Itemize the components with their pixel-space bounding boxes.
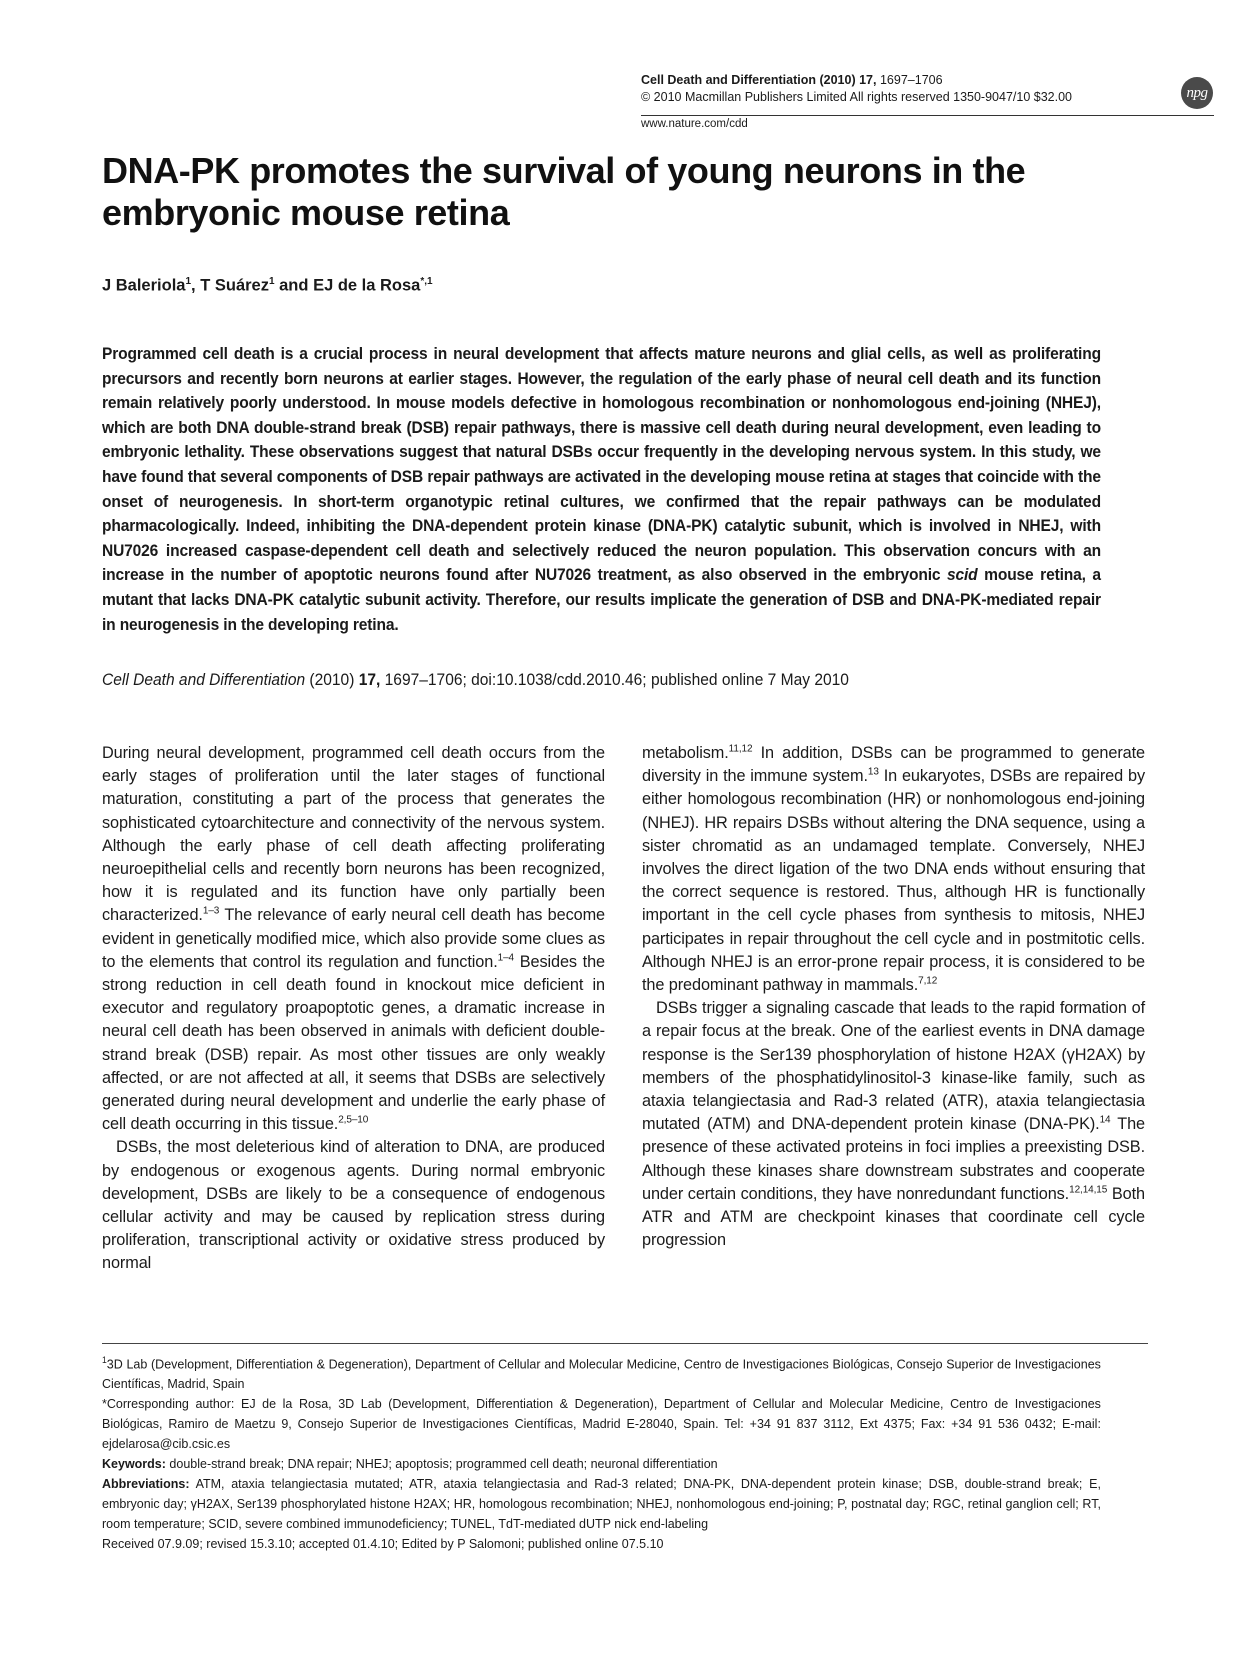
affiliation-note (102, 1350, 1101, 1394)
reference-mark[interactable]: 2,5–10 (338, 1114, 369, 1126)
citation-volume: 17, (358, 671, 381, 689)
body-text: Besides the strong reduction in cell death found in knockout mice deficient in executor and regulatory proapoptotic genes, a dramatic increase in neural cell death has been observed in animals with deficient double-strand break (DSB) repair. As most other tissues are only weakly affected, or are not affected at all, it seems that DSBs are selectively generated during neural development and underlie the early phase of cell death occurring in this tissue. (102, 952, 605, 1134)
body-text: DSBs trigger a signaling cascade that leads to the rapid formation of a repair focus at the break. One of the earliest events in DNA damage response is the Ser139 phosphorylation of histone H2AX (γH2AX) by members of the phosphatidylinositol-3 kinase-like family, such as ataxia telangiectasia and Rad-3 related (ATR), ataxia telangiectasia mutated (ATM) and DNA-dependent protein kinase (DNA-PK). (642, 999, 1145, 1134)
abstract-text: mouse retina, a mutant that lacks DNA-PK catalytic subunit activity. Therefore, our results implicate the generation of DSB and DNA-PK-mediated repair in neurogenesis in the developing retina. (102, 566, 1101, 634)
journal-citation-line (641, 72, 1129, 89)
abstract (102, 342, 1101, 637)
reference-mark[interactable]: 11,12 (728, 743, 753, 755)
journal-copyright: © 2010 Macmillan Publishers Limited All rights reserved 1350-9047/10 $32.00 (641, 90, 1072, 104)
affiliation-mark: 1 (102, 1355, 107, 1365)
author-affiliation-mark: 1 (185, 276, 192, 287)
corresponding-author-note: *Corresponding author: EJ de la Rosa, 3D Lab (Development, Differentiation & Degeneration), Department of Cellular and Molecular Medicine, Centro de Investigaciones Biológicas, Ramiro de Maetzu 9, Consejo Superior de Investigaciones Científicas, Madrid E-28040, Spain. Tel: +34 91 837 3112, Ext 4375; Fax: +34 91 536 0432; E-mail: ejdelarosa@cib.csic.es (102, 1396, 1101, 1452)
journal-header (641, 72, 1129, 106)
body-text: Both ATR and ATM are checkpoint kinases that coordinate cell cycle progression (642, 1184, 1145, 1250)
npg-logo-icon: npg (1181, 77, 1213, 109)
citation-details: 1697–1706; doi:10.1038/cdd.2010.46; published online 7 May 2010 (380, 671, 849, 689)
footnote-divider (102, 1343, 1148, 1344)
reference-mark[interactable]: 1–4 (497, 952, 515, 964)
reference-mark[interactable]: 7,12 (918, 975, 938, 987)
author-affiliation-mark: *,1 (420, 276, 433, 287)
journal-url[interactable]: www.nature.com/cdd (641, 118, 748, 130)
header-divider (641, 115, 1214, 116)
body-paragraph (642, 742, 1145, 997)
body-text: In eukaryotes, DSBs are repaired by either homologous recombination (HR) or nonhomologous end-joining (NHEJ). HR repairs DSBs without altering the DNA sequence, using a sister chromatid as an undamaged template. Conversely, NHEJ involves the direct ligation of the two DNA ends without ensuring that the correct sequence is restored. Thus, although HR is functionally important in the cell cycle phases from synthesis to mitosis, NHEJ participates in repair throughout the cell cycle and in postmitotic cells. Although NHEJ is an error-prone repair process, it is considered to be the predominant pathway in mammals. (642, 767, 1145, 995)
citation-journal: Cell Death and Differentiation (102, 671, 306, 689)
body-column-right (642, 742, 1145, 1252)
author-name: J Baleriola (102, 276, 186, 295)
reference-mark[interactable]: 14 (1099, 1114, 1111, 1126)
body-text: During neural development, programmed cell death occurs from the early stages of proliferation until the later stages of functional maturation, constituting a part of the process that generates the sophisticated cytoarchitecture and connectivity of the nervous system. Although the early phase of cell death affecting proliferating neuroepithelial cells and recently born neurons has been recognized, how it is regulated and its function have only partially been characterized. (102, 744, 605, 925)
footnotes (102, 1350, 1101, 1554)
abbreviations-label: Abbreviations: (102, 1476, 190, 1492)
abstract-italic-term: scid (946, 566, 978, 585)
body-text: metabolism. (642, 744, 729, 762)
author-list (102, 276, 433, 296)
journal-volume: 17, (859, 73, 877, 87)
article-title: DNA-PK promotes the survival of young neurons in the embryonic mouse retina (102, 150, 1026, 233)
body-paragraph (642, 997, 1145, 1252)
author-separator: , (191, 276, 201, 295)
reference-mark[interactable]: 12,14,15 (1069, 1184, 1108, 1196)
body-text: The relevance of early neural cell death has become evident in genetically modified mice, which also provide some clues as to the elements that control its regulation and function. (102, 906, 605, 971)
body-text: In addition, DSBs can be programmed to generate diversity in the immune system. (642, 744, 1145, 786)
author-affiliation-mark: 1 (268, 276, 275, 287)
reference-mark[interactable]: 13 (867, 766, 879, 778)
body-paragraph (102, 742, 605, 1136)
affiliation-text: 3D Lab (Development, Differentiation & Degeneration), Department of Cellular and Molecular Medicine, Centro de Investigaciones Biológicas, Consejo Superior de Investigaciones Científicas, Madrid, Spain (102, 1356, 1101, 1392)
keywords-text: double-strand break; DNA repair; NHEJ; apoptosis; programmed cell death; neuronal differentiation (165, 1456, 718, 1472)
author-name: EJ de la Rosa (313, 276, 421, 295)
body-text: The presence of these activated proteins in foci implies a preexisting DSB. Although these kinases share downstream substrates and cooperate under certain conditions, they have nonredundant functions. (642, 1115, 1145, 1203)
body-column-left (102, 742, 605, 1276)
abstract-text: Programmed cell death is a crucial process in neural development that affects mature neurons and glial cells, as well as proliferating precursors and recently born neurons at earlier stages. However, the regulation of the early phase of neural cell death and its function remain relatively poorly understood. In mouse models defective in homologous recombination or nonhomologous end-joining (NHEJ), which are both DNA double-strand break (DSB) repair pathways, there is massive cell death during neural development, even leading to embryonic lethality. These observations suggest that natural DSBs occur frequently in the developing nervous system. In this study, we have found that several components of DSB repair pathways are activated in the developing mouse retina at stages that coincide with the onset of neurogenesis. In short-term organotypic retinal cultures, we confirmed that the repair pathways can be modulated pharmacologically. Indeed, inhibiting the DNA-dependent protein kinase (DNA-PK) catalytic subunit, which is involved in NHEJ, with NU7026 increased caspase-dependent cell death and selectively reduced the neuron population. This observation concurs with an increase in the number of apoptotic neurons found after NU7026 treatment, as also observed in the embryonic (102, 345, 1101, 585)
author-name: T Suárez (200, 276, 269, 295)
reference-mark[interactable]: 1–3 (202, 906, 220, 917)
keywords-label: Keywords: (102, 1456, 166, 1472)
received-dates: Received 07.9.09; revised 15.3.10; accepted 01.4.10; Edited by P Salomoni; published online 07.5.10 (102, 1536, 664, 1552)
author-separator: and (274, 276, 314, 295)
journal-pages: 1697–1706 (879, 73, 943, 87)
citation-year: (2010) (305, 671, 359, 689)
abbreviations-note (102, 1474, 1101, 1534)
body-paragraph: DSBs, the most deleterious kind of alteration to DNA, are produced by endogenous or exogenous agents. During normal embryonic development, DSBs are likely to be a consequence of endogenous cellular activity and may be caused by replication stress during proliferation, transcriptional activity or oxidative stress produced by normal (102, 1138, 605, 1273)
article-citation (102, 669, 849, 691)
abbreviations-text: ATM, ataxia telangiectasia mutated; ATR, ataxia telangiectasia and Rad-3 related; DNA-PK, DNA-dependent protein kinase; DSB, double-strand break; E, embryonic day; γH2AX, Ser139 phosphorylated histone H2AX; HR, homologous recombination; NHEJ, nonhomologous end-joining; P, postnatal day; RGC, retinal ganglion cell; RT, room temperature; SCID, severe combined immunodeficiency; TUNEL, TdT-mediated dUTP nick end-labeling (102, 1476, 1101, 1532)
keywords-note (102, 1454, 1101, 1474)
journal-name: Cell Death and Differentiation (2010) (641, 73, 856, 87)
